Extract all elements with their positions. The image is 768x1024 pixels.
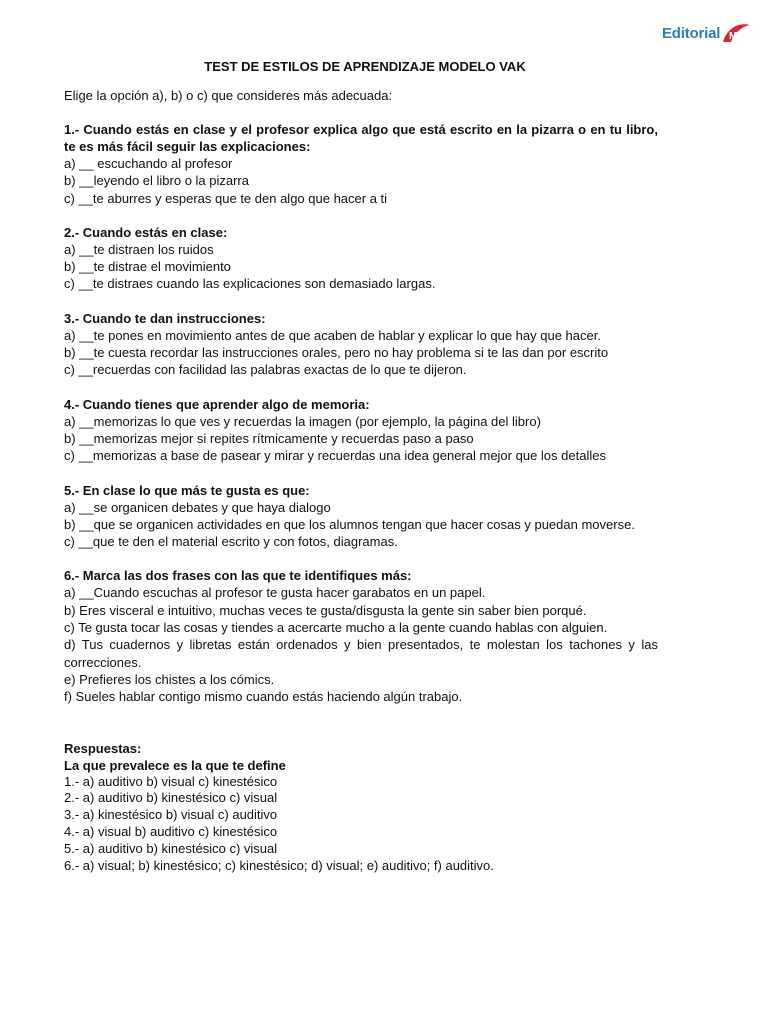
question-heading: 3.- Cuando te dan instrucciones: bbox=[64, 310, 266, 326]
option-c: c) __te distraes cuando las explicaciones son demasiado largas. bbox=[64, 276, 436, 292]
option-e: e) Prefieres los chistes a los cómics. bbox=[64, 671, 275, 687]
option-a: a) __se organicen debates y que haya dialogo bbox=[64, 499, 331, 515]
logo-mark-icon bbox=[721, 22, 751, 44]
logo-text: Editorial bbox=[662, 24, 721, 42]
option-c: c) __memorizas a base de pasear y mirar y recuerdas una idea general mejor que los detalles bbox=[64, 448, 606, 464]
question-heading: 2.- Cuando estás en clase: bbox=[64, 224, 228, 240]
answers-subheading: La que prevalece es la que te define bbox=[64, 757, 286, 773]
option-a: a) __te pones en movimiento antes de que acaben de hablar y explicar lo que hay que hacer. bbox=[64, 327, 601, 343]
document-page bbox=[64, 58, 658, 874]
option-a: a) __ escuchando al profesor bbox=[64, 156, 233, 171]
question-4 bbox=[64, 396, 658, 465]
option-b: b) __que se organicen actividades en que los alumnos tengan que hacer cosas y puedan moverse. bbox=[64, 516, 635, 532]
option-c: c) __que te den el material escrito y con fotos, diagramas. bbox=[64, 534, 398, 550]
publisher-logo bbox=[662, 20, 751, 46]
question-2 bbox=[64, 224, 658, 293]
instructions: Elige la opción a), b) o c) que consideres más adecuada: bbox=[64, 88, 393, 103]
question-heading: 1.- Cuando estás en clase y el profesor explica algo que está escrito en la pizarra o en tu libro, te es más fácil seguir las explicaciones: bbox=[64, 122, 658, 154]
question-heading: 5.- En clase lo que más te gusta es que: bbox=[64, 482, 310, 498]
question-heading: 6.- Marca las dos frases con las que te identifiques más: bbox=[64, 568, 412, 584]
answer-line-3: 3.- a) kinestésico b) visual c) auditivo bbox=[64, 807, 278, 823]
logo-mark-text: MD bbox=[729, 31, 745, 42]
question-1 bbox=[64, 121, 658, 207]
answer-line-6: 6.- a) visual; b) kinestésico; c) kinestésico; d) visual; e) auditivo; f) auditivo. bbox=[64, 857, 494, 873]
option-c: c) Te gusta tocar las cosas y tiendes a acercarte mucho a la gente cuando hablas con alguien. bbox=[64, 620, 608, 636]
option-b: b) __te distrae el movimiento bbox=[64, 259, 231, 275]
answer-line-4: 4.- a) visual b) auditivo c) kinestésico bbox=[64, 823, 278, 839]
question-heading: 4.- Cuando tienes que aprender algo de memoria: bbox=[64, 396, 370, 412]
option-a: a) __Cuando escuchas al profesor te gusta hacer garabatos en un papel. bbox=[64, 585, 486, 601]
answer-line-5: 5.- a) auditivo b) kinestésico c) visual bbox=[64, 840, 278, 856]
question-3 bbox=[64, 310, 658, 379]
option-c: c) __recuerdas con facilidad las palabras exactas de lo que te dijeron. bbox=[64, 362, 467, 378]
option-f: f) Sueles hablar contigo mismo cuando estás haciendo algún trabajo. bbox=[64, 689, 463, 705]
answer-line-1: 1.- a) auditivo b) visual c) kinestésico bbox=[64, 773, 278, 789]
option-a: a) __memorizas lo que ves y recuerdas la imagen (por ejemplo, la página del libro) bbox=[64, 413, 541, 429]
answer-line-2: 2.- a) auditivo b) kinestésico c) visual bbox=[64, 790, 278, 806]
answers-heading: Respuestas: bbox=[64, 740, 142, 756]
option-b: b) __te cuesta recordar las instrucciones orales, pero no hay problema si te las dan por escrito bbox=[64, 345, 609, 361]
option-b: b) __memorizas mejor si repites rítmicamente y recuerdas paso a paso bbox=[64, 430, 474, 446]
option-a: a) __te distraen los ruidos bbox=[64, 241, 214, 257]
option-d: d) Tus cuadernos y libretas están ordenados y bien presentados, te molestan los tachones y las correcciones. bbox=[64, 637, 658, 670]
option-c: c) __te aburres y esperas que te den algo que hacer a ti bbox=[64, 190, 388, 206]
answers-section bbox=[64, 740, 658, 875]
document-title: TEST DE ESTILOS DE APRENDIZAJE MODELO VAK bbox=[204, 59, 526, 74]
question-6 bbox=[64, 567, 658, 705]
option-b: b) __leyendo el libro o la pizarra bbox=[64, 173, 249, 189]
option-b: b) Eres visceral e intuitivo, muchas veces te gusta/disgusta la gente sin saber bien porqué. bbox=[64, 602, 587, 618]
question-5 bbox=[64, 482, 658, 551]
